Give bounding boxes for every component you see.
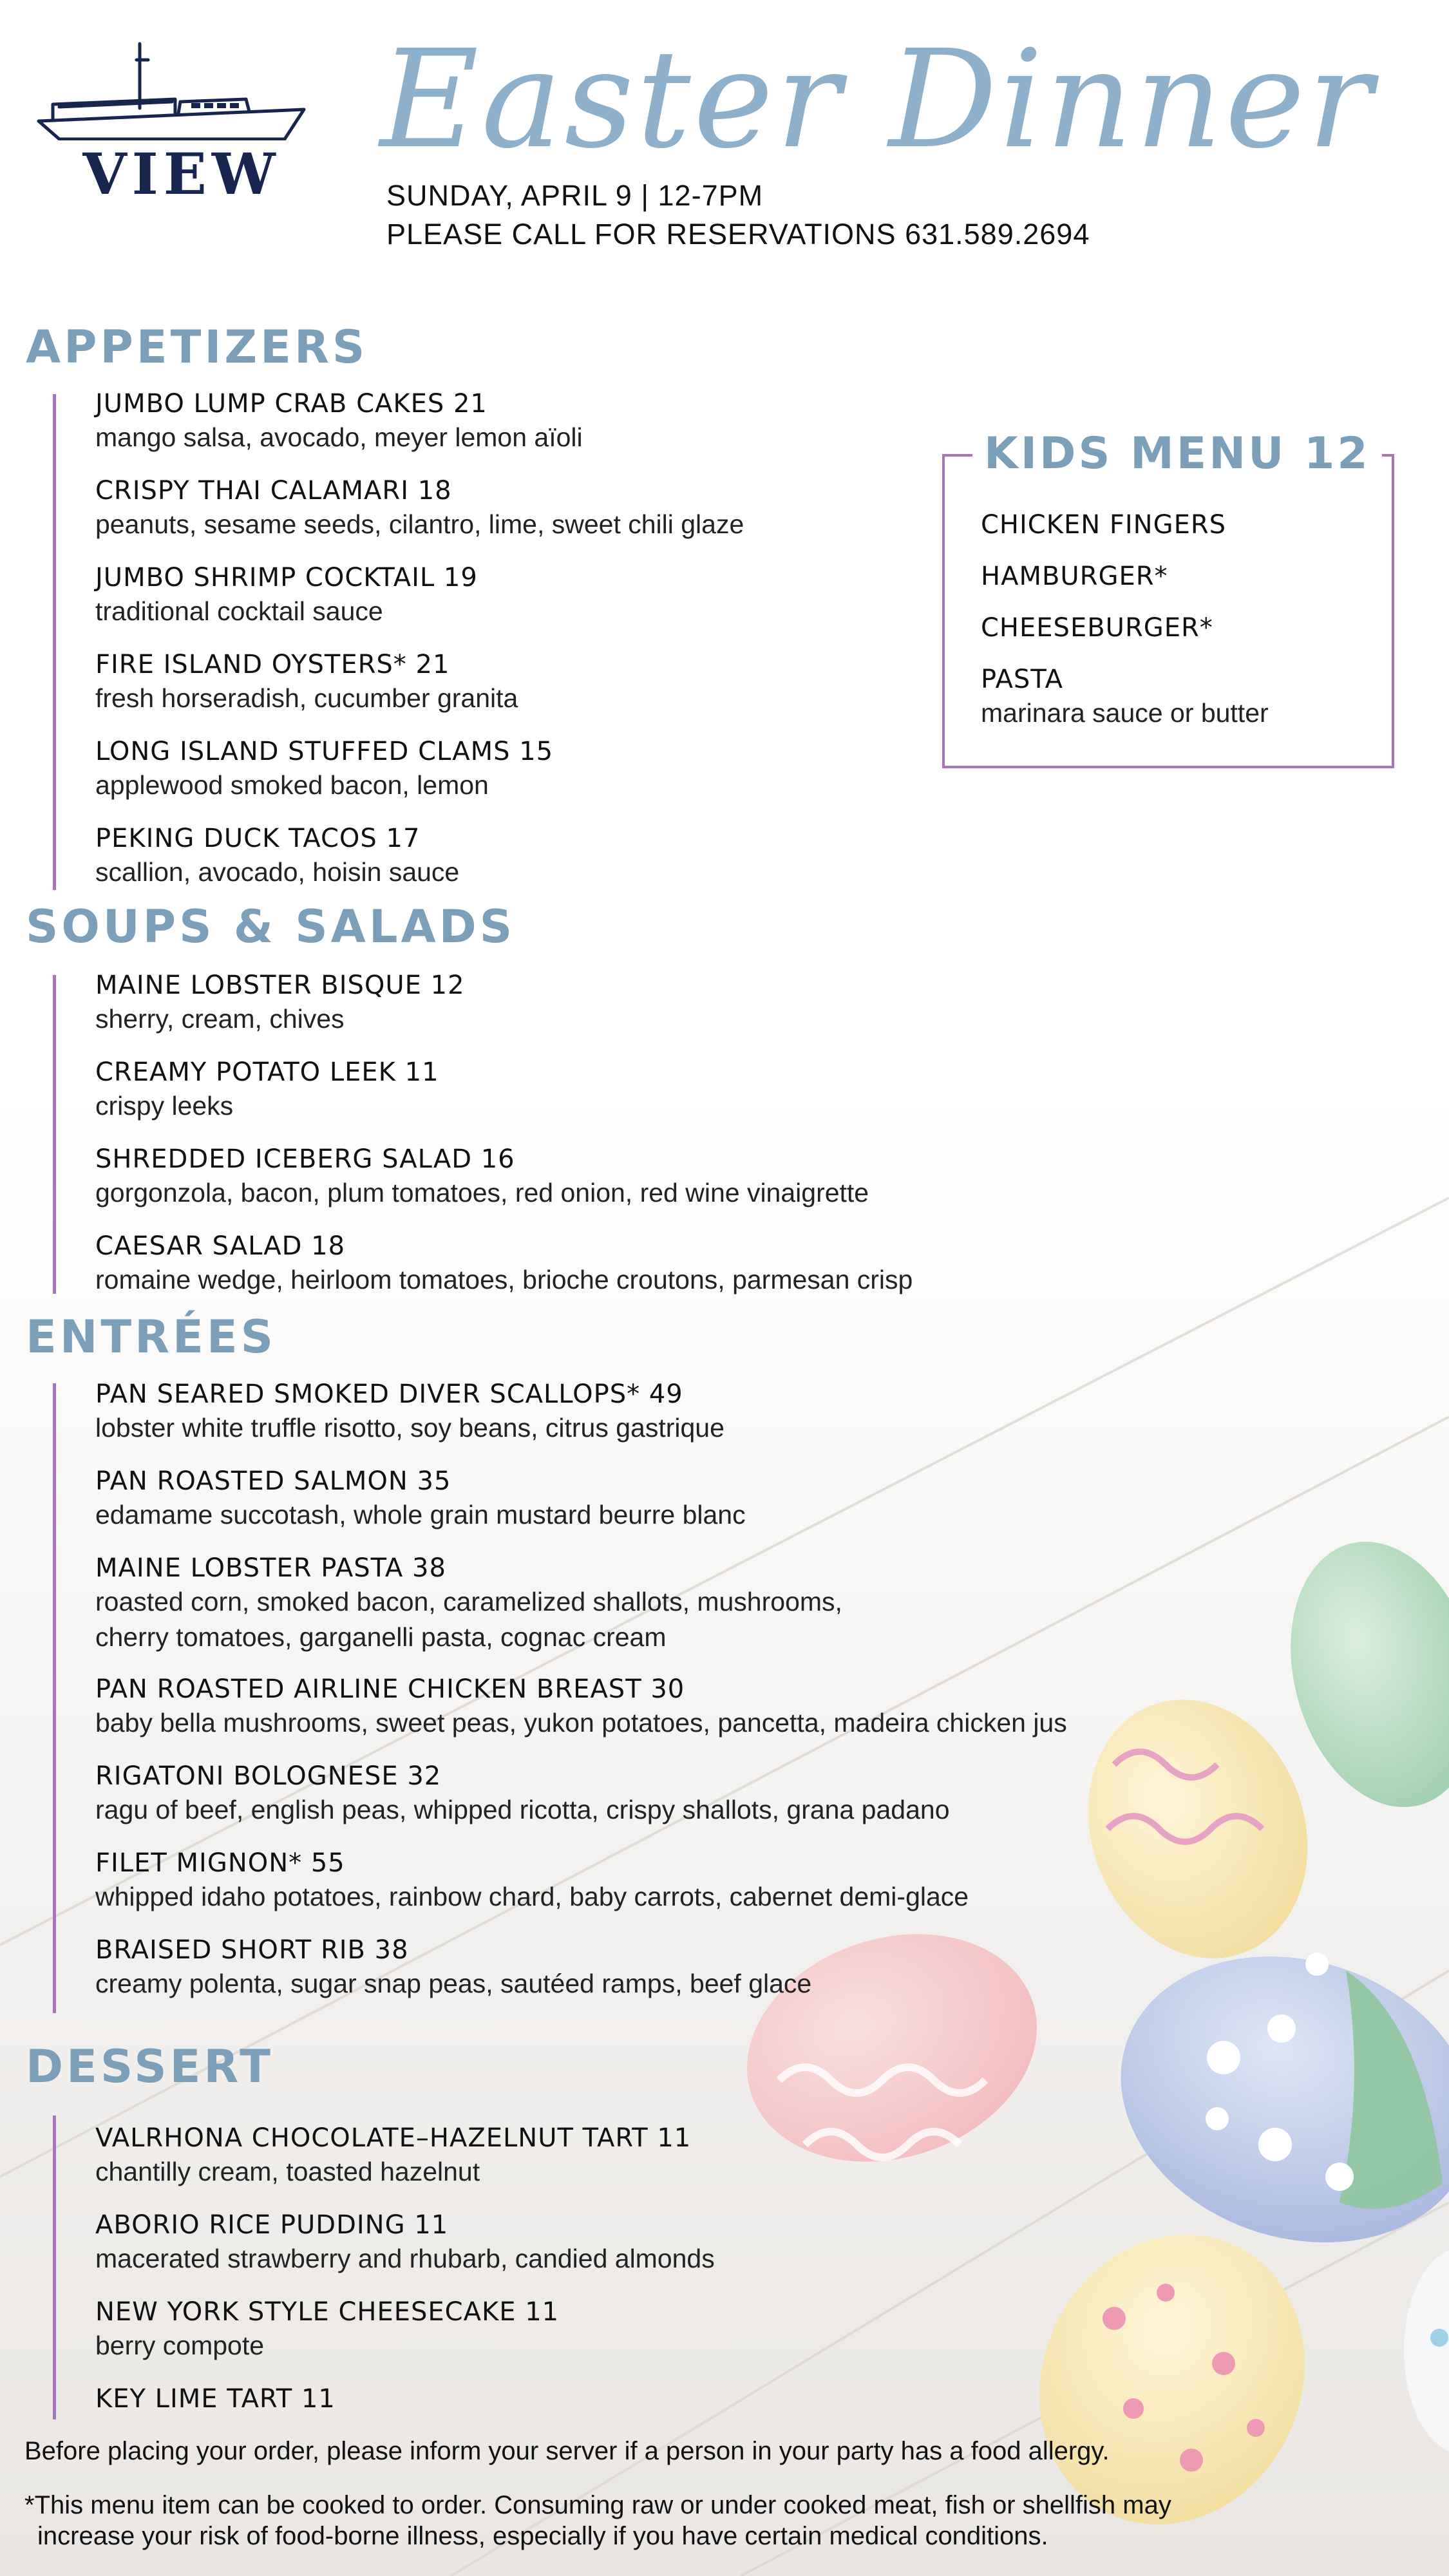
raw-food-notice-line-2: increase your risk of food-borne illness, especially if you have certain medical conditions. xyxy=(37,2522,1048,2550)
menu-item xyxy=(981,560,1168,592)
item-description: marinara sauce or butter xyxy=(981,698,1269,728)
view-logo xyxy=(33,37,310,205)
menu-item xyxy=(95,562,478,629)
item-name: HAMBURGER* xyxy=(981,562,1168,591)
item-description: scallion, avocado, hoisin sauce xyxy=(95,857,460,887)
raw-food-notice-line-1: *This menu item can be cooked to order. Consuming raw or under cooked meat, fish or shellfish may xyxy=(24,2491,1171,2519)
page-title: Easter Dinner xyxy=(380,21,1375,178)
item-description: gorgonzola, bacon, plum tomatoes, red onion, red wine vinaigrette xyxy=(95,1178,869,1208)
menu-item xyxy=(95,1465,746,1533)
event-date: SUNDAY, APRIL 9 | 12-7PM xyxy=(386,179,764,212)
item-description: edamame succotash, whole grain mustard beurre blanc xyxy=(95,1500,746,1530)
item-name: JUMBO SHRIMP COCKTAIL 19 xyxy=(95,563,478,592)
item-description: applewood smoked bacon, lemon xyxy=(95,770,489,800)
menu-item xyxy=(95,2296,559,2363)
section-divider-bar xyxy=(53,975,56,1294)
item-description: whipped idaho potatoes, rainbow chard, baby carrots, cabernet demi-glace xyxy=(95,1882,969,1911)
boat-icon xyxy=(33,37,310,140)
item-name: VALRHONA CHOCOLATE–HAZELNUT TART 11 xyxy=(95,2123,692,2153)
menu-item xyxy=(95,1934,811,2002)
logo-text: VIEW xyxy=(82,140,281,207)
menu-item xyxy=(95,1143,869,1211)
item-name: SHREDDED ICEBERG SALAD 16 xyxy=(95,1144,515,1174)
item-name: CHICKEN FINGERS xyxy=(981,510,1227,540)
menu-item xyxy=(95,649,518,716)
menu-item xyxy=(95,1673,1067,1741)
item-description: macerated strawberry and rhubarb, candied almonds xyxy=(95,2244,715,2273)
section-title-kids-menu: KIDS MENU 12 xyxy=(972,428,1382,479)
section-title-entrees: ENTRÉES xyxy=(26,1311,277,1363)
section-divider-bar xyxy=(53,1383,56,2013)
menu-item xyxy=(95,969,465,1037)
item-description: peanuts, sesame seeds, cilantro, lime, sweet chili glaze xyxy=(95,509,744,539)
reservation-info: PLEASE CALL FOR RESERVATIONS 631.589.2694 xyxy=(386,218,1090,251)
item-name: PEKING DUCK TACOS 17 xyxy=(95,824,421,853)
section-title-dessert: DESSERT xyxy=(26,2040,274,2093)
item-name: ABORIO RICE PUDDING 11 xyxy=(95,2210,449,2240)
menu-item xyxy=(95,2122,691,2190)
section-divider-bar xyxy=(53,2116,56,2420)
item-name: MAINE LOBSTER BISQUE 12 xyxy=(95,971,465,1000)
item-name: NEW YORK STYLE CHEESECAKE 11 xyxy=(95,2297,560,2327)
item-name: CREAMY POTATO LEEK 11 xyxy=(95,1057,439,1087)
item-name: LONG ISLAND STUFFED CLAMS 15 xyxy=(95,737,554,766)
menu-item xyxy=(95,822,459,890)
item-name: CRISPY THAI CALAMARI 18 xyxy=(95,476,452,506)
menu-item xyxy=(95,2383,336,2415)
menu-item xyxy=(95,2209,715,2277)
menu-item xyxy=(981,509,1226,541)
item-name: CAESAR SALAD 18 xyxy=(95,1231,346,1261)
item-name: FIRE ISLAND OYSTERS* 21 xyxy=(95,650,450,679)
item-description: roasted corn, smoked bacon, caramelized shallots, mushrooms, xyxy=(95,1587,842,1616)
item-name: RIGATONI BOLOGNESE 32 xyxy=(95,1761,442,1791)
menu-item xyxy=(95,475,744,542)
item-name: PAN SEARED SMOKED DIVER SCALLOPS* 49 xyxy=(95,1379,683,1409)
item-name: KEY LIME TART 11 xyxy=(95,2384,336,2414)
allergy-notice: Before placing your order, please inform your server if a person in your party has a food allergy. xyxy=(24,2437,1110,2465)
menu-item xyxy=(95,1056,439,1124)
item-description: mango salsa, avocado, meyer lemon aïoli xyxy=(95,422,583,452)
item-description: traditional cocktail sauce xyxy=(95,596,383,626)
section-title-appetizers: APPETIZERS xyxy=(26,321,368,374)
item-name: MAINE LOBSTER PASTA 38 xyxy=(95,1553,446,1583)
menu-item xyxy=(95,1552,842,1655)
item-name: PAN ROASTED SALMON 35 xyxy=(95,1466,451,1496)
item-description: baby bella mushrooms, sweet peas, yukon potatoes, pancetta, madeira chicken jus xyxy=(95,1708,1067,1738)
section-divider-bar xyxy=(53,394,56,890)
section-title-soups-salads: SOUPS & SALADS xyxy=(26,900,516,953)
menu-item xyxy=(95,1847,969,1915)
item-description: creamy polenta, sugar snap peas, sautéed ramps, beef glace xyxy=(95,1969,812,1998)
item-description: fresh horseradish, cucumber granita xyxy=(95,683,518,713)
item-description: sherry, cream, chives xyxy=(95,1004,345,1034)
item-name: FILET MIGNON* 55 xyxy=(95,1848,345,1878)
item-name: CHEESEBURGER* xyxy=(981,613,1213,643)
item-description: berry compote xyxy=(95,2331,265,2360)
item-description: chantilly cream, toasted hazelnut xyxy=(95,2157,480,2186)
menu-item xyxy=(95,1760,950,1828)
item-name: JUMBO LUMP CRAB CAKES 21 xyxy=(95,389,488,419)
item-name: BRAISED SHORT RIB 38 xyxy=(95,1935,409,1965)
item-description: romaine wedge, heirloom tomatoes, brioche croutons, parmesan crisp xyxy=(95,1265,913,1294)
menu-item xyxy=(95,735,553,803)
item-name: PASTA xyxy=(981,665,1064,694)
item-description: lobster white truffle risotto, soy beans, citrus gastrique xyxy=(95,1413,724,1443)
menu-item xyxy=(95,1230,913,1298)
menu-item xyxy=(95,1378,724,1446)
menu-item xyxy=(981,612,1213,644)
item-description-continued: cherry tomatoes, garganelli pasta, cognac cream xyxy=(95,1622,667,1652)
menu-item xyxy=(95,388,583,455)
item-description: crispy leeks xyxy=(95,1091,234,1121)
item-name: PAN ROASTED AIRLINE CHICKEN BREAST 30 xyxy=(95,1674,685,1704)
item-description: ragu of beef, english peas, whipped ricotta, crispy shallots, grana padano xyxy=(95,1795,950,1824)
menu-item xyxy=(981,663,1269,731)
